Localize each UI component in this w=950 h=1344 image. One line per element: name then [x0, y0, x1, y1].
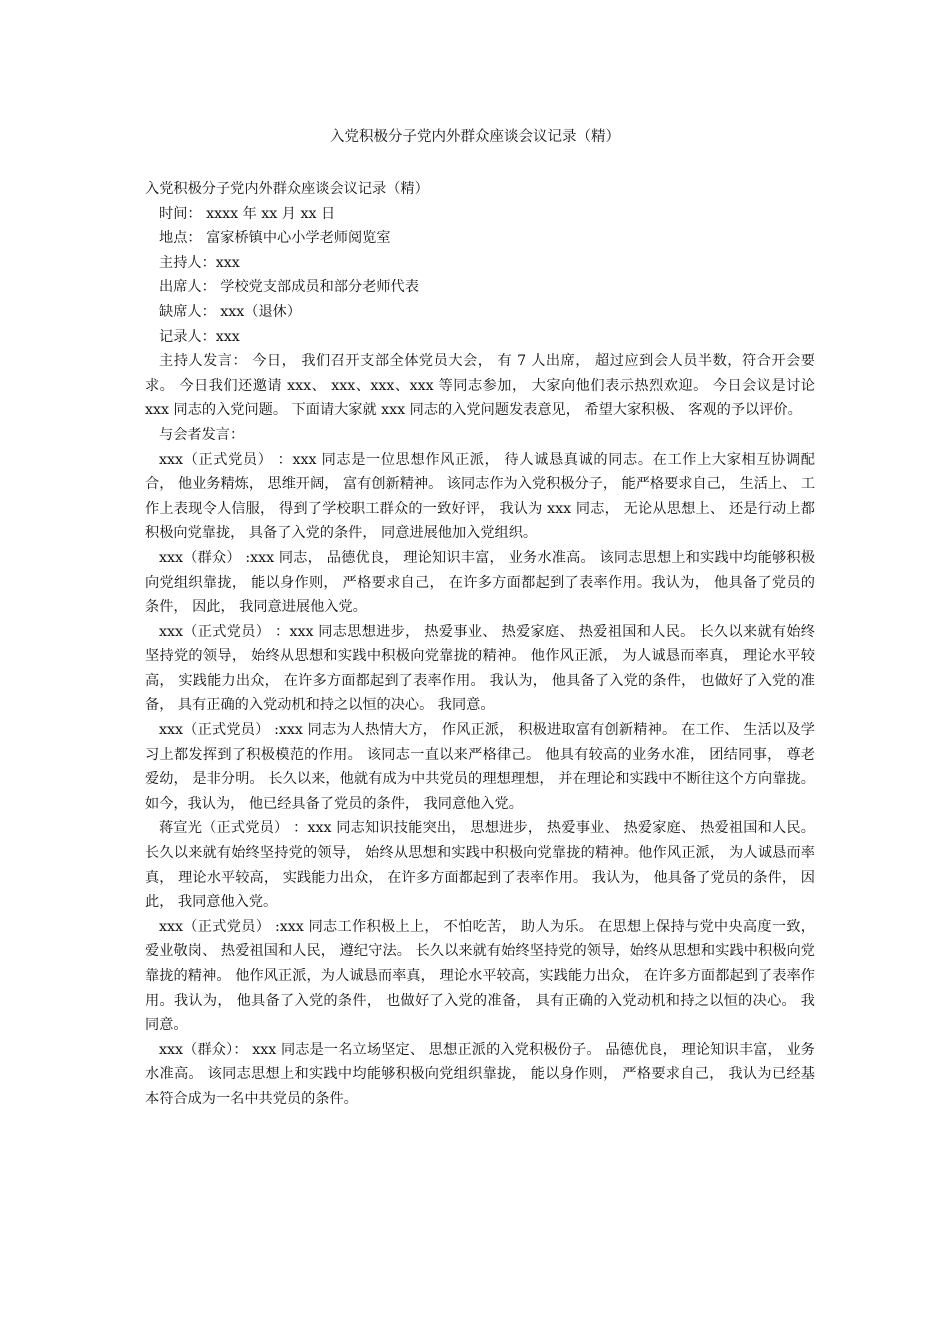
document-body: [145, 177, 815, 1112]
meeting-host: 主持人：xxx: [159, 254, 240, 271]
speech-paragraph: xxx（正式党员） :xxx 同志工作积极上上， 不怕吃苦， 助人为乐。 在思想上保持与党中央高度一致， 爱业敬岗、 热爱祖国和人民， 遵纪守法。 长久以来就有始终坚持党的领导，始终从思想和实践中积极向党靠拢的精神。 他作风正派，为人诚恳而率真， 理论水平较高，实践能力出众， 在许多方面都起到了表率作用。我认为， 他具备了入党的条件， 也做好了入党的准备， 具有正确的入党动机和持之以恒的决心。 我同意。: [145, 918, 815, 1034]
participants-heading: 与会者发言：: [159, 426, 245, 443]
meeting-place: 地点： 富家桥镇中心小学老师阅览室: [159, 230, 391, 247]
speech-paragraph: 蒋宣光（正式党员） ：xxx 同志知识技能突出， 思想进步， 热爱事业、 热爱家庭、 热爱祖国和人民。 长久以来就有始终坚持党的领导， 始终从思想和实践中积极向党靠拢的精神。他作风正派， 为人诚恳而率真， 理论水平较高， 实践能力出众， 在许多方面都起到了表率作用。 我认为， 他具备了党员的条件， 因此， 我同意他入党。: [145, 820, 815, 911]
speech-paragraph: xxx（群众） :xxx 同志， 品德优良， 理论知识丰富， 业务水准高。 该同志思想上和实践中均能够积极向党组织靠拢， 能以身作则， 严格要求自己， 在许多方面都起到了表率作用。我认为， 他具备了党员的条件， 因此， 我同意进展他入党。: [145, 549, 815, 616]
speech-paragraph: xxx（正式党员） ：xxx 同志是一位思想作风正派， 待人诚恳真诚的同志。在工作上大家相互协调配合， 他业务精炼， 思维开阔， 富有创新精神。 该同志作为入党积极分子， 能严格要求自己， 生活上、 工作上表现令人信服， 得到了学校职工群众的一致好评， 我认为 xxx 同志， 无论从思想上、 还是行动上都积极向党靠拢， 具备了入党的条件， 同意进展他加入党组织。: [145, 451, 816, 542]
meeting-recorder: 记录人：xxx: [159, 328, 240, 345]
meeting-absent: 缺席人： xxx（退休）: [159, 303, 302, 320]
speech-paragraph: xxx（正式党员） :xxx 同志为人热情大方， 作风正派， 积极进取富有创新精神。 在工作、 生活以及学习上都发挥到了积极模范的作用。 该同志一直以来严格律己。 他具有较高的业务水准， 团结同事， 尊老爱幼， 是非分明。 长久以来，他就有成为中共党员的理想理想， 并在理论和实践中不断往这个方向靠拢。如今，我认为， 他已经具备了党员的条件， 我同意他入党。: [145, 722, 815, 812]
meeting-attendees: 出席人： 学校党支部成员和部分老师代表: [159, 279, 419, 296]
page-title: 入党积极分子党内外群众座谈会议记录（精）: [330, 129, 620, 145]
host-speech: 主持人发言： 今日， 我们召开支部全体党员大会， 有 7 人出席， 超过应到会人员半数，符合开会要求。 今日我们还邀请 xxx、 xxx、xxx、xxx 等同志参加， 大家向他们表示热烈欢迎。 今日会议是讨论 xxx 同志的入党问题。 下面请大家就 xxx 同志的入党问题发表意见， 希望大家积极、 客观的予以评价。: [145, 353, 815, 419]
meeting-time: 时间： xxxx 年 xx 月 xx 日: [159, 205, 336, 222]
speech-paragraph: xxx（正式党员） ：xxx 同志思想进步， 热爱事业、 热爱家庭、 热爱祖国和人民。 长久以来就有始终坚持党的领导， 始终从思想和实践中积极向党靠拢的精神。 他作风正派， 为人诚恳而率真， 理论水平较高， 实践能力出众， 在许多方面都起到了表率作用。 我认为， 他具备了入党的条件， 也做好了入党的准备， 具有正确的入党动机和持之以恒的决心。 我同意。: [145, 623, 815, 714]
speech-paragraph: xxx（群众）： xxx 同志是一名立场坚定、 思想正派的入党积极份子。 品德优良， 理论知识丰富， 业务水准高。 该同志思想上和实践中均能够积极向党组织靠拢， 能以身作则， 严格要求自己， 我认为已经基本符合成为一名中共党员的条件。: [145, 1041, 815, 1107]
document-subtitle: 入党积极分子党内外群众座谈会议记录（精）: [145, 181, 429, 197]
